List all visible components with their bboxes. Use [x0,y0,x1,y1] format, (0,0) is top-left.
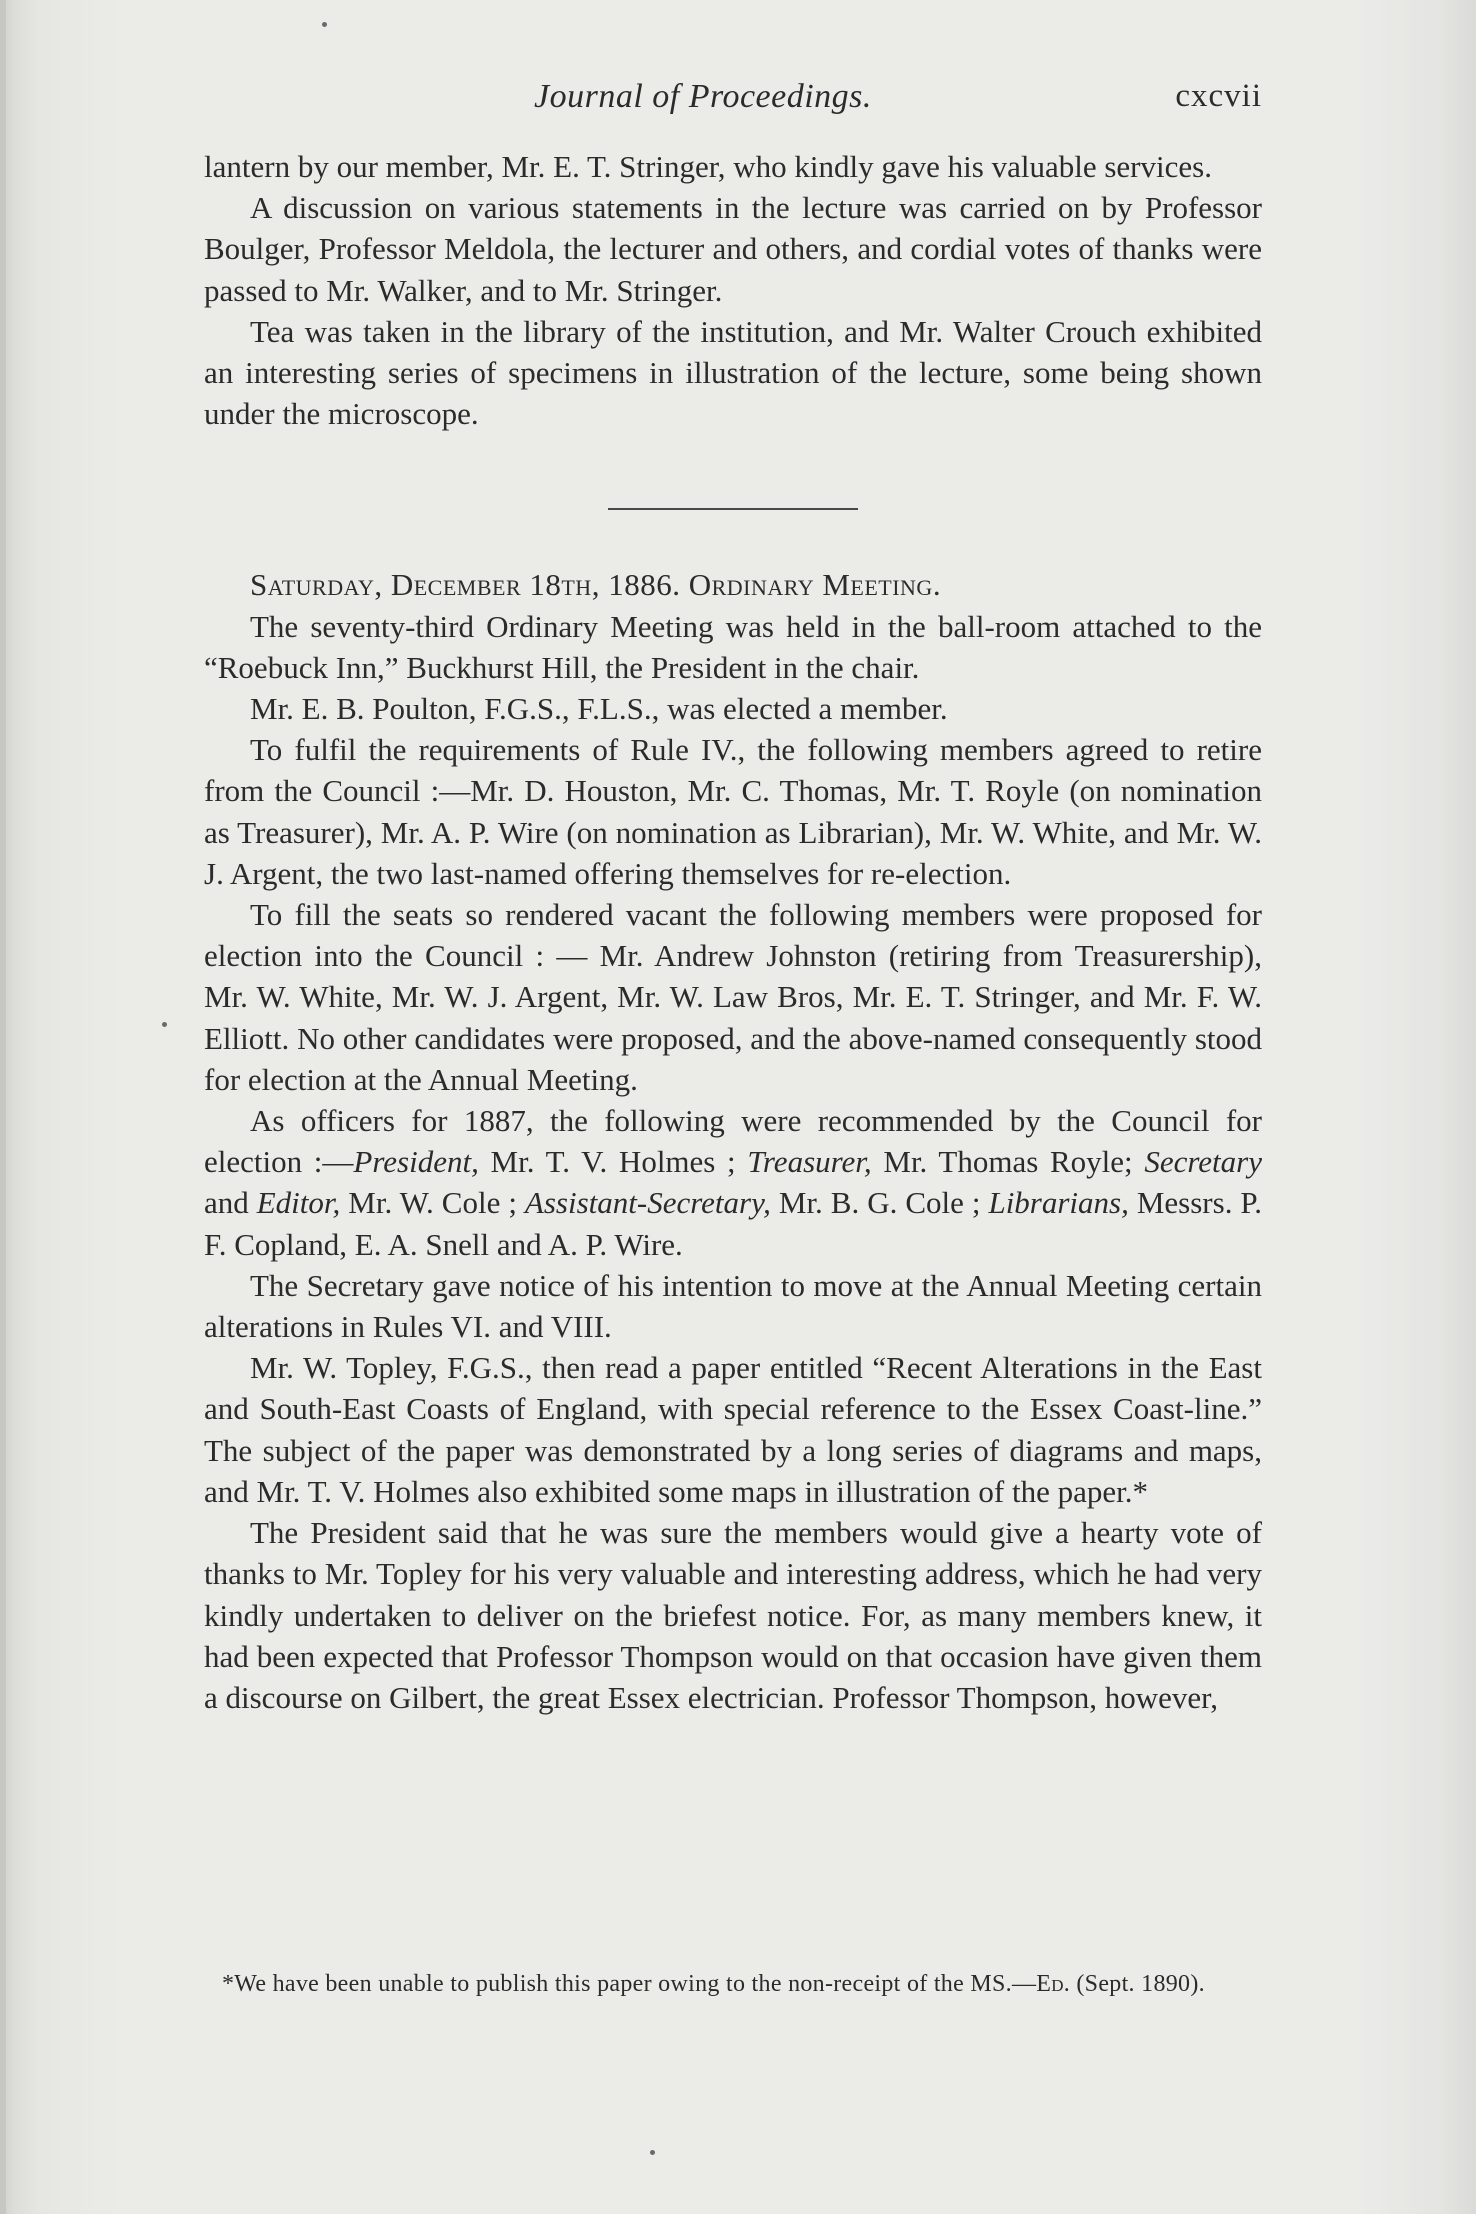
president-label: President, [353,1144,479,1180]
officers-text: As officers for 1887, the following were recommended by the Council for election :— [204,1103,1262,1180]
paragraph-tea: Tea was taken in the library of the institution, and Mr. Walter Crouch exhibited an interesting series of specimens in illustration of the lecture, some being shown under the microscope. [204,313,1262,432]
paragraph-officers [204,1100,1262,1265]
paragraph-president-remarks: The President said that he was sure the members would give a hearty vote of thanks to Mr. Topley for his very valuable and interesting address, which he had very kindly undertaken to deliver on the briefest notice. For, as many members knew, it had been expected that Professor Thompson would on that occasion have given them a discourse on Gilbert, the great Essex electrician. Professor Thompson, however, [204,1515,1262,1715]
paragraph-seventy-third-meeting: The seventy-third Ordinary Meeting was held in the ball-room attached to the “Roebuck Inn,” Buckhurst Hill, the President in the chair. [204,608,1262,685]
footnote-text [204,1968,1262,2000]
assistant-secretary-label: Assistant-Secretary, [524,1185,771,1221]
paragraph-council-nominations: To fill the seats so rendered vacant the following members were proposed for election into the Council : — Mr. Andrew Johnston (retiring from Treasurership), Mr. W. White, Mr. W. J. Argent, Mr. W. Law Bros, Mr. E. T. Stringer, and Mr. F. W. Elliott. No other candidates were proposed, and the above-named consequently stood for election at the Annual Meeting. [204,897,1262,1097]
footnote-text-part: (Sept. 1890). [1070,1971,1205,1997]
paragraph-council-retirements: To fulfil the requirements of Rule IV., the following members agreed to retire from the Council :—Mr. D. Houston, Mr. C. Thomas, Mr. T. Royle (on nomination as Treasurer), Mr. A. P. Wire (on nomination as Librarian), Mr. W. White, and Mr. W. J. Argent, the two last-named offering themselves for re-election. [204,732,1262,891]
footnote [204,1968,1262,2000]
page-number: cxcvii [1175,78,1262,114]
officers-text: and [204,1185,257,1221]
page-header [204,78,1262,128]
editor-label: Editor, [256,1185,341,1221]
footnote-text-part: *We have been unable to publish this paper owing to the non-receipt of the MS.— [222,1971,1037,1997]
body-text [204,146,1262,1718]
officers-text: Messrs. P. F. Copland, E. A. Snell and A. P. Wire. [204,1185,1262,1262]
officers-text: Mr. T. V. Holmes ; [478,1144,748,1180]
ink-speck [322,22,327,27]
officers-text: Mr. W. Cole ; [340,1185,525,1221]
officers-text: Mr. B. G. Cole ; [770,1185,989,1221]
secretary-label: Secretary [1144,1144,1262,1180]
paragraph-new-member: Mr. E. B. Poulton, F.G.S., F.L.S., was elected a member. [250,691,948,727]
officers-text: Mr. Thomas Royle; [871,1144,1145,1180]
librarians-label: Librarians, [988,1185,1129,1221]
footnote-editor-mark: Ed. [1036,1971,1071,1997]
ink-speck [650,2150,655,2155]
ink-speck [162,1022,167,1027]
meeting-heading: Saturday, December 18th, 1886. Ordinary Meeting. [250,567,942,603]
paragraph-lantern: lantern by our member, Mr. E. T. Stringer, who kindly gave his valuable services. [204,149,1212,184]
page-edge-shadow [0,0,6,2214]
treasurer-label: Treasurer, [747,1144,872,1180]
running-title: Journal of Proceedings. [534,78,872,115]
paragraph-topley-paper: Mr. W. Topley, F.G.S., then read a paper entitled “Recent Alterations in the East and South-East Coasts of England, with special reference to the Essex Coast-line.” The subject of the paper was demonstrated by a long series of diagrams and maps, and Mr. T. V. Holmes also exhibited some maps in illustration of the paper.* [204,1350,1262,1509]
paragraph-discussion: A discussion on various statements in the lecture was carried on by Professor Boulger, Professor Meldola, the lecturer and others, and cordial votes of thanks were passed to Mr. Walker, and to Mr. Stringer. [204,190,1262,308]
section-divider [608,508,858,510]
paragraph-rule-notice: The Secretary gave notice of his intention to move at the Annual Meeting certain alterations in Rules VI. and VIII. [204,1267,1262,1345]
